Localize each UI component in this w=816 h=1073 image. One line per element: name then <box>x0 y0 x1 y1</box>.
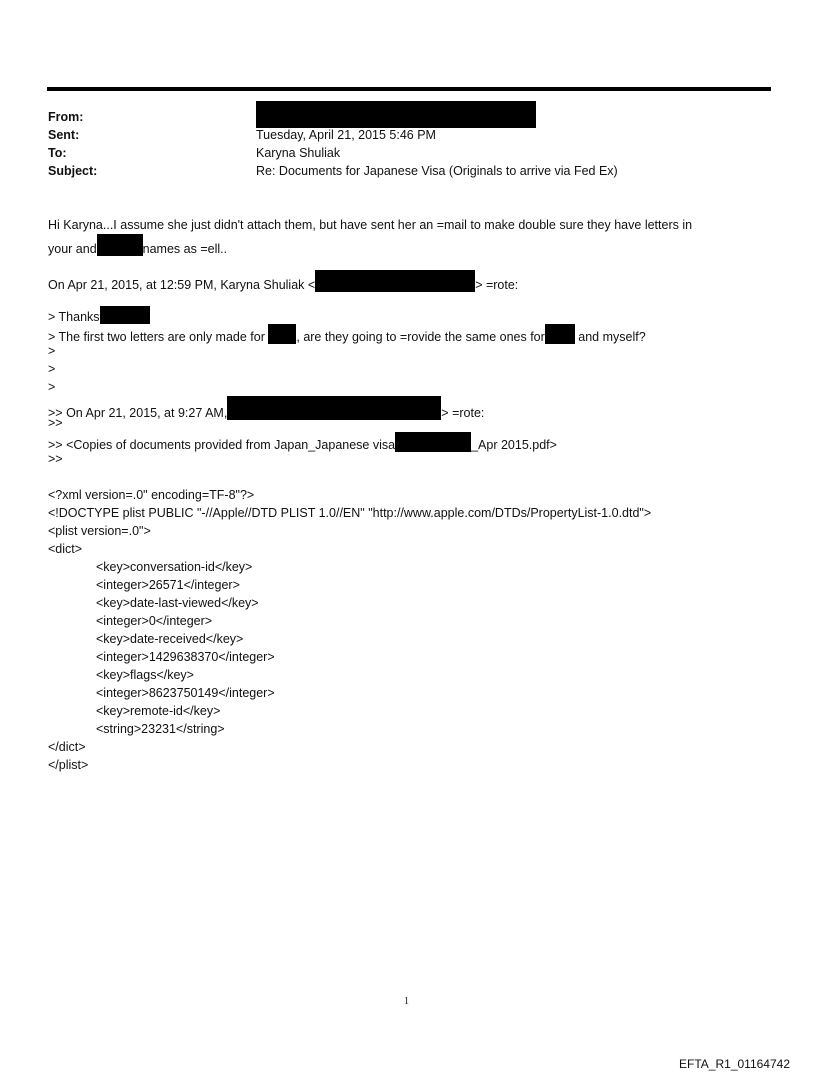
body-text: names as =ell.. <box>142 242 228 256</box>
quote-text: > Thanks <box>48 310 100 324</box>
xml-line: <plist version=.0"> <box>48 524 151 538</box>
quote-header-2 <box>48 396 484 422</box>
xml-line: <key>remote-id</key> <box>96 704 221 718</box>
quote-text: and myself? <box>578 330 646 344</box>
subject-label: Subject: <box>48 164 98 178</box>
subject-value: Re: Documents for Japanese Visa (Originals to arrive via Fed Ex) <box>256 164 618 178</box>
quote-text: _Apr 2015.pdf> <box>471 438 557 452</box>
redaction <box>227 396 441 420</box>
quote-gt-3: > <box>48 380 56 394</box>
quote-letters <box>48 324 646 346</box>
xml-line: <integer>0</integer> <box>96 614 213 628</box>
body-line-1: Hi Karyna...I assume she just didn't attach them, but have sent her an =mail to make double sure they have letters in <box>48 218 693 232</box>
quote-gt-2: > <box>48 362 56 376</box>
redaction <box>395 432 471 452</box>
quote-gtgt-2: >> <box>48 452 63 466</box>
redaction <box>545 324 575 344</box>
quote-header-1 <box>48 270 518 294</box>
xml-line: <integer>1429638370</integer> <box>96 650 275 664</box>
redaction <box>268 324 296 344</box>
xml-line: <key>date-received</key> <box>96 632 244 646</box>
redaction <box>100 306 150 324</box>
xml-line: <key>conversation-id</key> <box>96 560 253 574</box>
xml-line: <key>date-last-viewed</key> <box>96 596 259 610</box>
quote-text: > =rote: <box>441 406 485 420</box>
xml-line: <dict> <box>48 542 83 556</box>
from-label: From: <box>48 110 84 124</box>
xml-line: <integer>26571</integer> <box>96 578 240 592</box>
quote-text: , are they going to =rovide the same ones for <box>296 330 545 344</box>
body-text: your and <box>48 242 97 256</box>
quote-thanks <box>48 306 150 326</box>
quote-text: >> <Copies of documents provided from Japan_Japanese visa <box>48 438 396 452</box>
quote-text: >> On Apr 21, 2015, at 9:27 AM, <box>48 406 228 420</box>
xml-line: </dict> <box>48 740 86 754</box>
sent-label: Sent: <box>48 128 80 142</box>
to-label: To: <box>48 146 67 160</box>
xml-line: <string>23231</string> <box>96 722 225 736</box>
redaction <box>97 234 143 256</box>
redaction <box>315 270 475 292</box>
header-rule <box>47 87 771 91</box>
body-line-2 <box>48 234 227 258</box>
sent-value: Tuesday, April 21, 2015 5:46 PM <box>256 128 436 142</box>
page-number: 1 <box>404 996 409 1007</box>
xml-line: <?xml version=.0" encoding=TF-8"?> <box>48 488 255 502</box>
to-value: Karyna Shuliak <box>256 146 341 160</box>
quote-text: > =rote: <box>475 278 519 292</box>
xml-line: <!DOCTYPE plist PUBLIC "-//Apple//DTD PLIST 1.0//EN" "http://www.apple.com/DTDs/PropertyList-1.0.dtd"> <box>48 506 652 520</box>
xml-line: </plist> <box>48 758 89 772</box>
xml-line: <integer>8623750149</integer> <box>96 686 275 700</box>
xml-line: <key>flags</key> <box>96 668 194 682</box>
quote-text: > The first two letters are only made for <box>48 330 265 344</box>
document-id: EFTA_R1_01164742 <box>679 1057 790 1071</box>
quote-text: On Apr 21, 2015, at 12:59 PM, Karyna Shuliak < <box>48 278 316 292</box>
quote-gt-1: > <box>48 344 56 358</box>
quote-attachment <box>48 432 557 454</box>
quote-gtgt-1: >> <box>48 416 63 430</box>
